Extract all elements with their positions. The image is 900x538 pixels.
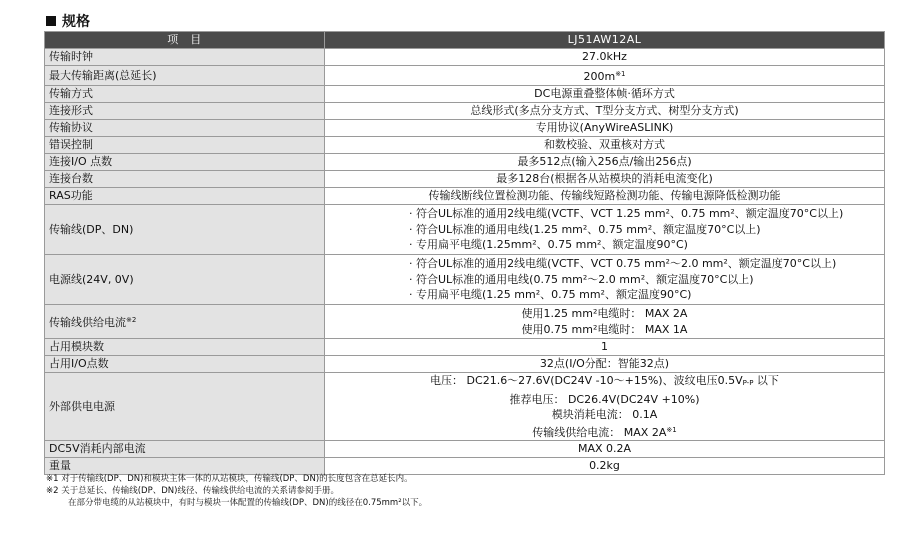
row-label: 最大传输距离(总延长)	[45, 66, 325, 86]
cable-spec-line: · 符合UL标准的通用电线(1.25 mm²、0.75 mm²、额定温度70°C以上)	[409, 222, 761, 236]
row-value: 27.0kHz	[325, 49, 885, 66]
row-label: 连接I/O 点数	[45, 154, 325, 171]
row-label: 错误控制	[45, 137, 325, 154]
row-value	[325, 305, 885, 339]
section-title-text: 规格	[62, 14, 90, 30]
line-current-label: 传输线供给电流	[49, 316, 126, 329]
row-value: DC电源重叠整体帧·循环方式	[325, 86, 885, 103]
square-bullet-icon	[46, 16, 56, 26]
voltage-line	[329, 373, 880, 392]
table-row	[45, 356, 885, 373]
footnote: ※1 对于传输线(DP、DN)和模块主体一体的从站模块，传输线(DP、DN)的长度包含在总延长内。	[46, 474, 413, 484]
table-row	[45, 154, 885, 171]
cable-spec-line: · 符合UL标准的通用2线电缆(VCTF、VCT 0.75 mm²～2.0 mm²、额定温度70°C以上)	[409, 257, 837, 271]
section-title	[46, 11, 90, 31]
voltage-tail: 以下	[753, 374, 779, 387]
row-value: 最多128台(根据各从站模块的消耗电流变化)	[325, 171, 885, 188]
table-row	[45, 86, 885, 103]
spec-table	[44, 31, 885, 475]
row-label: DC5V消耗内部电流	[45, 441, 325, 458]
row-label: 重量	[45, 458, 325, 475]
row-value: 0.2kg	[325, 458, 885, 475]
row-label: RAS功能	[45, 188, 325, 205]
row-label: 占用I/O点数	[45, 356, 325, 373]
row-label: 连接台数	[45, 171, 325, 188]
row-label: 占用模块数	[45, 339, 325, 356]
row-value	[325, 373, 885, 441]
table-row	[45, 188, 885, 205]
cable-spec-line: · 符合UL标准的通用2线电缆(VCTF、VCT 1.25 mm²、0.75 mm²、额定温度70°C以上)	[409, 207, 844, 221]
header-item: 项 目	[45, 32, 325, 49]
module-current-line: 模块消耗电流： 0.1A	[551, 408, 658, 421]
table-row	[45, 137, 885, 154]
footnote: ※2 关于总延长、传输线(DP、DN)线径、传输线供给电流的关系请参阅手册。	[46, 486, 339, 496]
note-mark: ※1	[666, 425, 677, 434]
current-spec-line: 使用0.75 mm²电缆时： MAX 1A	[521, 322, 688, 336]
cable-spec-line: · 专用扁平电缆(1.25 mm²、0.75 mm²、额定温度90°C)	[409, 288, 692, 302]
row-label: 连接形式	[45, 103, 325, 120]
row-value: 和数校验、双重核对方式	[325, 137, 885, 154]
row-value	[325, 205, 885, 255]
row-label: 传输时钟	[45, 49, 325, 66]
cable-spec-line: · 专用扁平电缆(1.25mm²、0.75 mm²、额定温度90°C)	[409, 238, 688, 252]
voltage-text: 电压： DC21.6～27.6V(DC24V -10～+15%)、波纹电压0.5V	[430, 374, 743, 387]
cable-spec-line: · 符合UL标准的通用电线(0.75 mm²～2.0 mm²、额定温度70°C以上)	[409, 272, 754, 286]
supply-current-text: 传输线供给电流： MAX 2A	[532, 425, 667, 439]
row-label	[45, 305, 325, 339]
table-row	[45, 120, 885, 137]
row-value: 32点(I/O分配：智能32点)	[325, 356, 885, 373]
recommended-voltage-line: 推荐电压： DC26.4V(DC24V +10%)	[509, 392, 700, 406]
row-value: MAX 0.2A	[325, 441, 885, 458]
table-row-power-line	[45, 255, 885, 305]
table-row	[45, 103, 885, 120]
row-value: 1	[325, 339, 885, 356]
current-spec-line: 使用1.25 mm²电缆时： MAX 2A	[521, 307, 688, 320]
table-row-line-current	[45, 305, 885, 339]
row-value	[325, 66, 885, 86]
row-label: 电源线(24V, 0V)	[45, 255, 325, 305]
table-row	[45, 49, 885, 66]
row-value: 传输线断线位置检测功能、传输线短路检测功能、传输电源降低检测功能	[325, 188, 885, 205]
supply-current-line	[329, 423, 880, 441]
table-row	[45, 339, 885, 356]
table-row-external-power	[45, 373, 885, 441]
row-value: 最多512点(输入256点/输出256点)	[325, 154, 885, 171]
note-mark: ※1	[615, 70, 626, 78]
row-label: 传输线(DP、DN)	[45, 205, 325, 255]
table-row	[45, 171, 885, 188]
row-value: 专用协议(AnyWireASLINK)	[325, 120, 885, 137]
footnotes	[46, 473, 427, 509]
row-label: 外部供电电源	[45, 373, 325, 441]
table-header-row	[45, 32, 885, 49]
footnote: 在部分带电缆的从站模块中，有时与模块一体配置的传输线(DP、DN)的线径在0.75mm²以下。	[68, 498, 428, 508]
header-model: LJ51AW12AL	[325, 32, 885, 49]
row-value: 总线形式(多点分支方式、T型分支方式、树型分支方式)	[325, 103, 885, 120]
row-label: 传输方式	[45, 86, 325, 103]
table-row	[45, 441, 885, 458]
row-value	[325, 255, 885, 305]
table-row	[45, 458, 885, 475]
note-mark: ※2	[126, 316, 137, 324]
row-label: 传输协议	[45, 120, 325, 137]
table-row	[45, 66, 885, 86]
voltage-subscript: P-P	[742, 379, 754, 387]
table-row-transmission-line	[45, 205, 885, 255]
distance-value: 200m	[583, 70, 616, 83]
